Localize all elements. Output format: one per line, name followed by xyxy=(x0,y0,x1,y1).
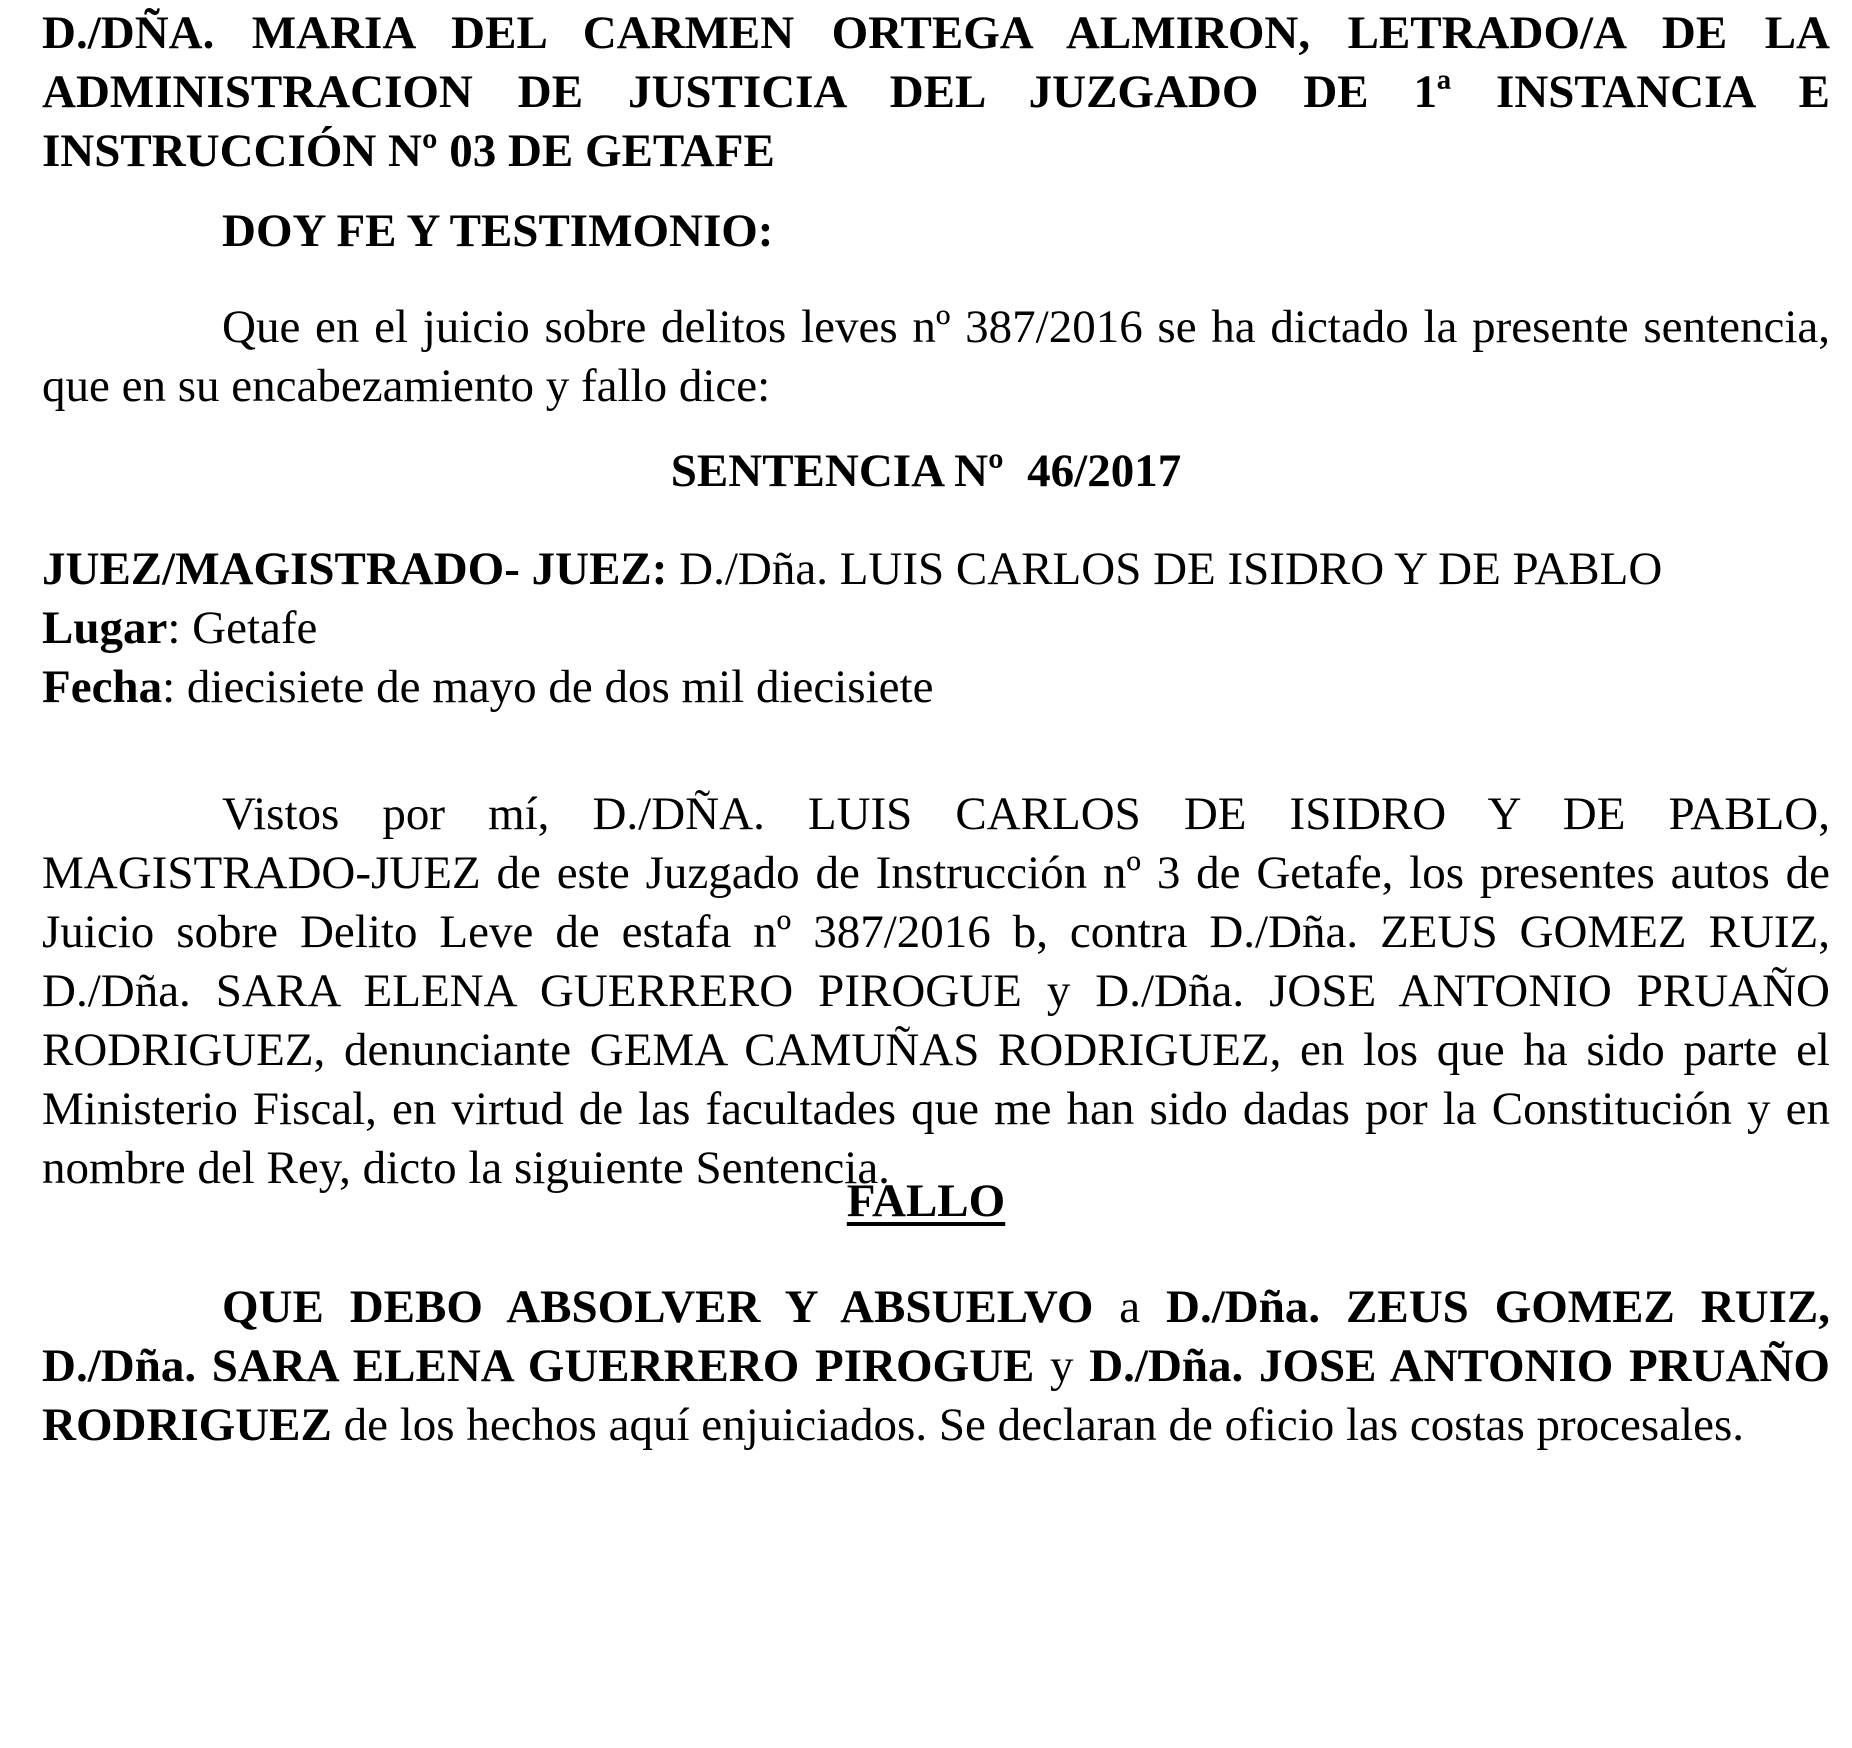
fallo-defendants-1: D./Dña. ZEUS GOMEZ RUIZ, D./Dña. SARA ELENA GUERRERO PIROGUE xyxy=(42,1281,1830,1392)
fallo-heading: FALLO xyxy=(846,1175,1006,1227)
fallo-defendant-2: D./Dña. JOSE ANTONIO PRUAÑO RODRIGUEZ xyxy=(42,1340,1830,1451)
doy-fe-heading: DOY FE Y TESTIMONIO: xyxy=(222,205,774,257)
fecha-label: Fecha xyxy=(42,661,163,713)
vistos-paragraph: Vistos por mí, D./DÑA. LUIS CARLOS DE ISIDRO Y DE PABLO, MAGISTRADO-JUEZ de este Juzgado de Instrucción nº 3 de Getafe, los presentes autos de Juicio sobre Delito Leve de estafa nº 387/2016 b, contra D./Dña. ZEUS GOMEZ RUIZ, D./Dña. SARA ELENA GUERRERO PIROGUE y D./Dña. JOSE ANTONIO PRUAÑO RODRIGUEZ, denunciante GEMA CAMUÑAS RODRIGUEZ, en los que ha sido parte el Ministerio Fiscal, en virtud de las facultades que me han sido dadas por la Constitución y en nombre del Rey, dicto la siguiente Sentencia. xyxy=(42,788,1830,1194)
lugar-line xyxy=(42,599,1830,658)
sentencia-title: SENTENCIA Nº 46/2017 xyxy=(670,445,1182,497)
lugar-value: : Getafe xyxy=(167,602,318,654)
juez-label: JUEZ/MAGISTRADO- JUEZ: xyxy=(42,543,668,595)
intro-paragraph: Que en el juicio sobre delitos leves nº 387/2016 se ha dictado la presente sentencia, que en su encabezamiento y fallo dice: xyxy=(42,301,1830,412)
juez-line xyxy=(42,540,1830,599)
fallo-paragraph xyxy=(42,1278,1830,1455)
lugar-label: Lugar xyxy=(42,602,168,654)
fallo-connector-a: a xyxy=(1093,1281,1167,1333)
juez-value: D./Dña. LUIS CARLOS DE ISIDRO Y DE PABLO xyxy=(667,543,1663,595)
document-header: D./DÑA. MARIA DEL CARMEN ORTEGA ALMIRON, LETRADO/A DE LA ADMINISTRACION DE JUSTICIA DEL JUZGADO DE 1ª INSTANCIA E INSTRUCCIÓN Nº 03 DE GETAFE xyxy=(42,7,1830,177)
fecha-value: : diecisiete de mayo de dos mil diecisiete xyxy=(162,661,934,713)
sentencia-meta xyxy=(42,540,1830,717)
fecha-line xyxy=(42,658,1830,717)
fallo-heading-wrap xyxy=(0,1172,1852,1231)
fallo-rest: de los hechos aquí enjuiciados. Se declaran de oficio las costas procesales. xyxy=(331,1399,1745,1451)
fallo-verdict: QUE DEBO ABSOLVER Y ABSUELVO xyxy=(222,1281,1094,1333)
fallo-connector-y: y xyxy=(1034,1340,1090,1392)
